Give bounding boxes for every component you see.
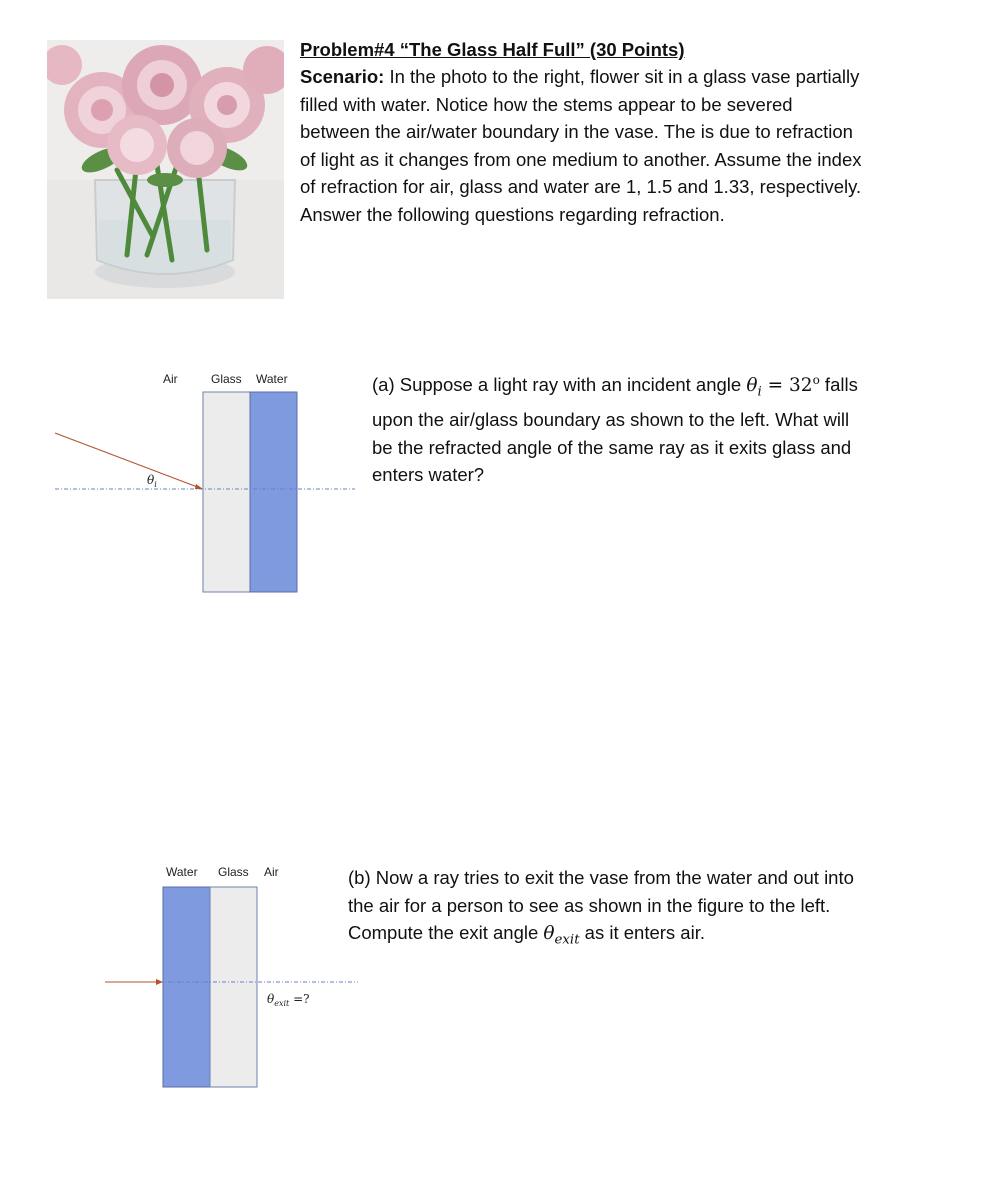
label-glass: Glass xyxy=(211,372,242,386)
roses-vase-photo xyxy=(47,40,284,299)
question-a-line-4: enters water? xyxy=(372,464,485,486)
question-b xyxy=(348,864,948,954)
label-air-b: Air xyxy=(264,865,279,879)
scenario-line-5: of refraction for air, glass and water are 1, 1.5 and 1.33, respectively. xyxy=(300,176,862,197)
theta-exit-label: $\theta_{exit}$ =? xyxy=(267,992,310,1008)
scenario-paragraph xyxy=(300,63,960,228)
scenario-line-1 xyxy=(300,63,960,91)
scenario-line-6: Answer the following questions regarding refraction. xyxy=(300,203,725,225)
water-slab-b xyxy=(163,887,210,1087)
scenario-text-1: In the photo to the right, flower sit in a glass vase partially xyxy=(384,66,860,87)
question-a-line-3: be the refracted angle of the same ray as it exits glass and xyxy=(372,436,852,458)
glass-slab xyxy=(203,392,250,592)
glass-slab-b xyxy=(210,887,257,1087)
scenario-line-3: between the air/water boundary in the vase. The is due to refraction xyxy=(300,121,853,142)
diagram-water-glass-air xyxy=(100,855,360,1100)
theta-i-label: $\theta_i$ xyxy=(147,473,157,489)
ray-arrowhead-b xyxy=(156,979,163,985)
diagram-air-glass-water xyxy=(50,360,360,600)
water-slab xyxy=(250,392,297,592)
incident-ray xyxy=(55,433,200,488)
scenario-line-4: of light as it changes from one medium to another. Assume the index xyxy=(300,148,862,170)
question-a-line-2: upon the air/glass boundary as shown to the left. What will xyxy=(372,409,850,431)
question-b-line-1: (b) Now a ray tries to exit the vase from the water and out into xyxy=(348,867,854,888)
scenario-label: Scenario: xyxy=(300,66,385,87)
ray-arrowhead xyxy=(195,484,203,489)
question-b-line-2: the air for a person to see as shown in the figure to the left. xyxy=(348,894,831,916)
question-a-line-1: (a) Suppose a light ray with an incident angle $\theta_i = 32^o$ falls xyxy=(372,373,858,400)
label-water: Water xyxy=(256,372,288,386)
theta-i: $\theta_i$ xyxy=(746,375,762,400)
scenario-line-2: filled with water. Notice how the stems appear to be severed xyxy=(300,93,793,115)
label-water-b: Water xyxy=(166,865,198,879)
question-a xyxy=(372,367,952,489)
theta-exit: $\theta_{exit}$ xyxy=(543,923,580,948)
page-title: Problem#4 “The Glass Half Full” (30 Points) xyxy=(300,39,685,60)
label-glass-b: Glass xyxy=(218,865,249,879)
question-b-line-3: Compute the exit angle $\theta_{exit}$ as it enters air. xyxy=(348,922,705,948)
label-air: Air xyxy=(163,372,178,386)
